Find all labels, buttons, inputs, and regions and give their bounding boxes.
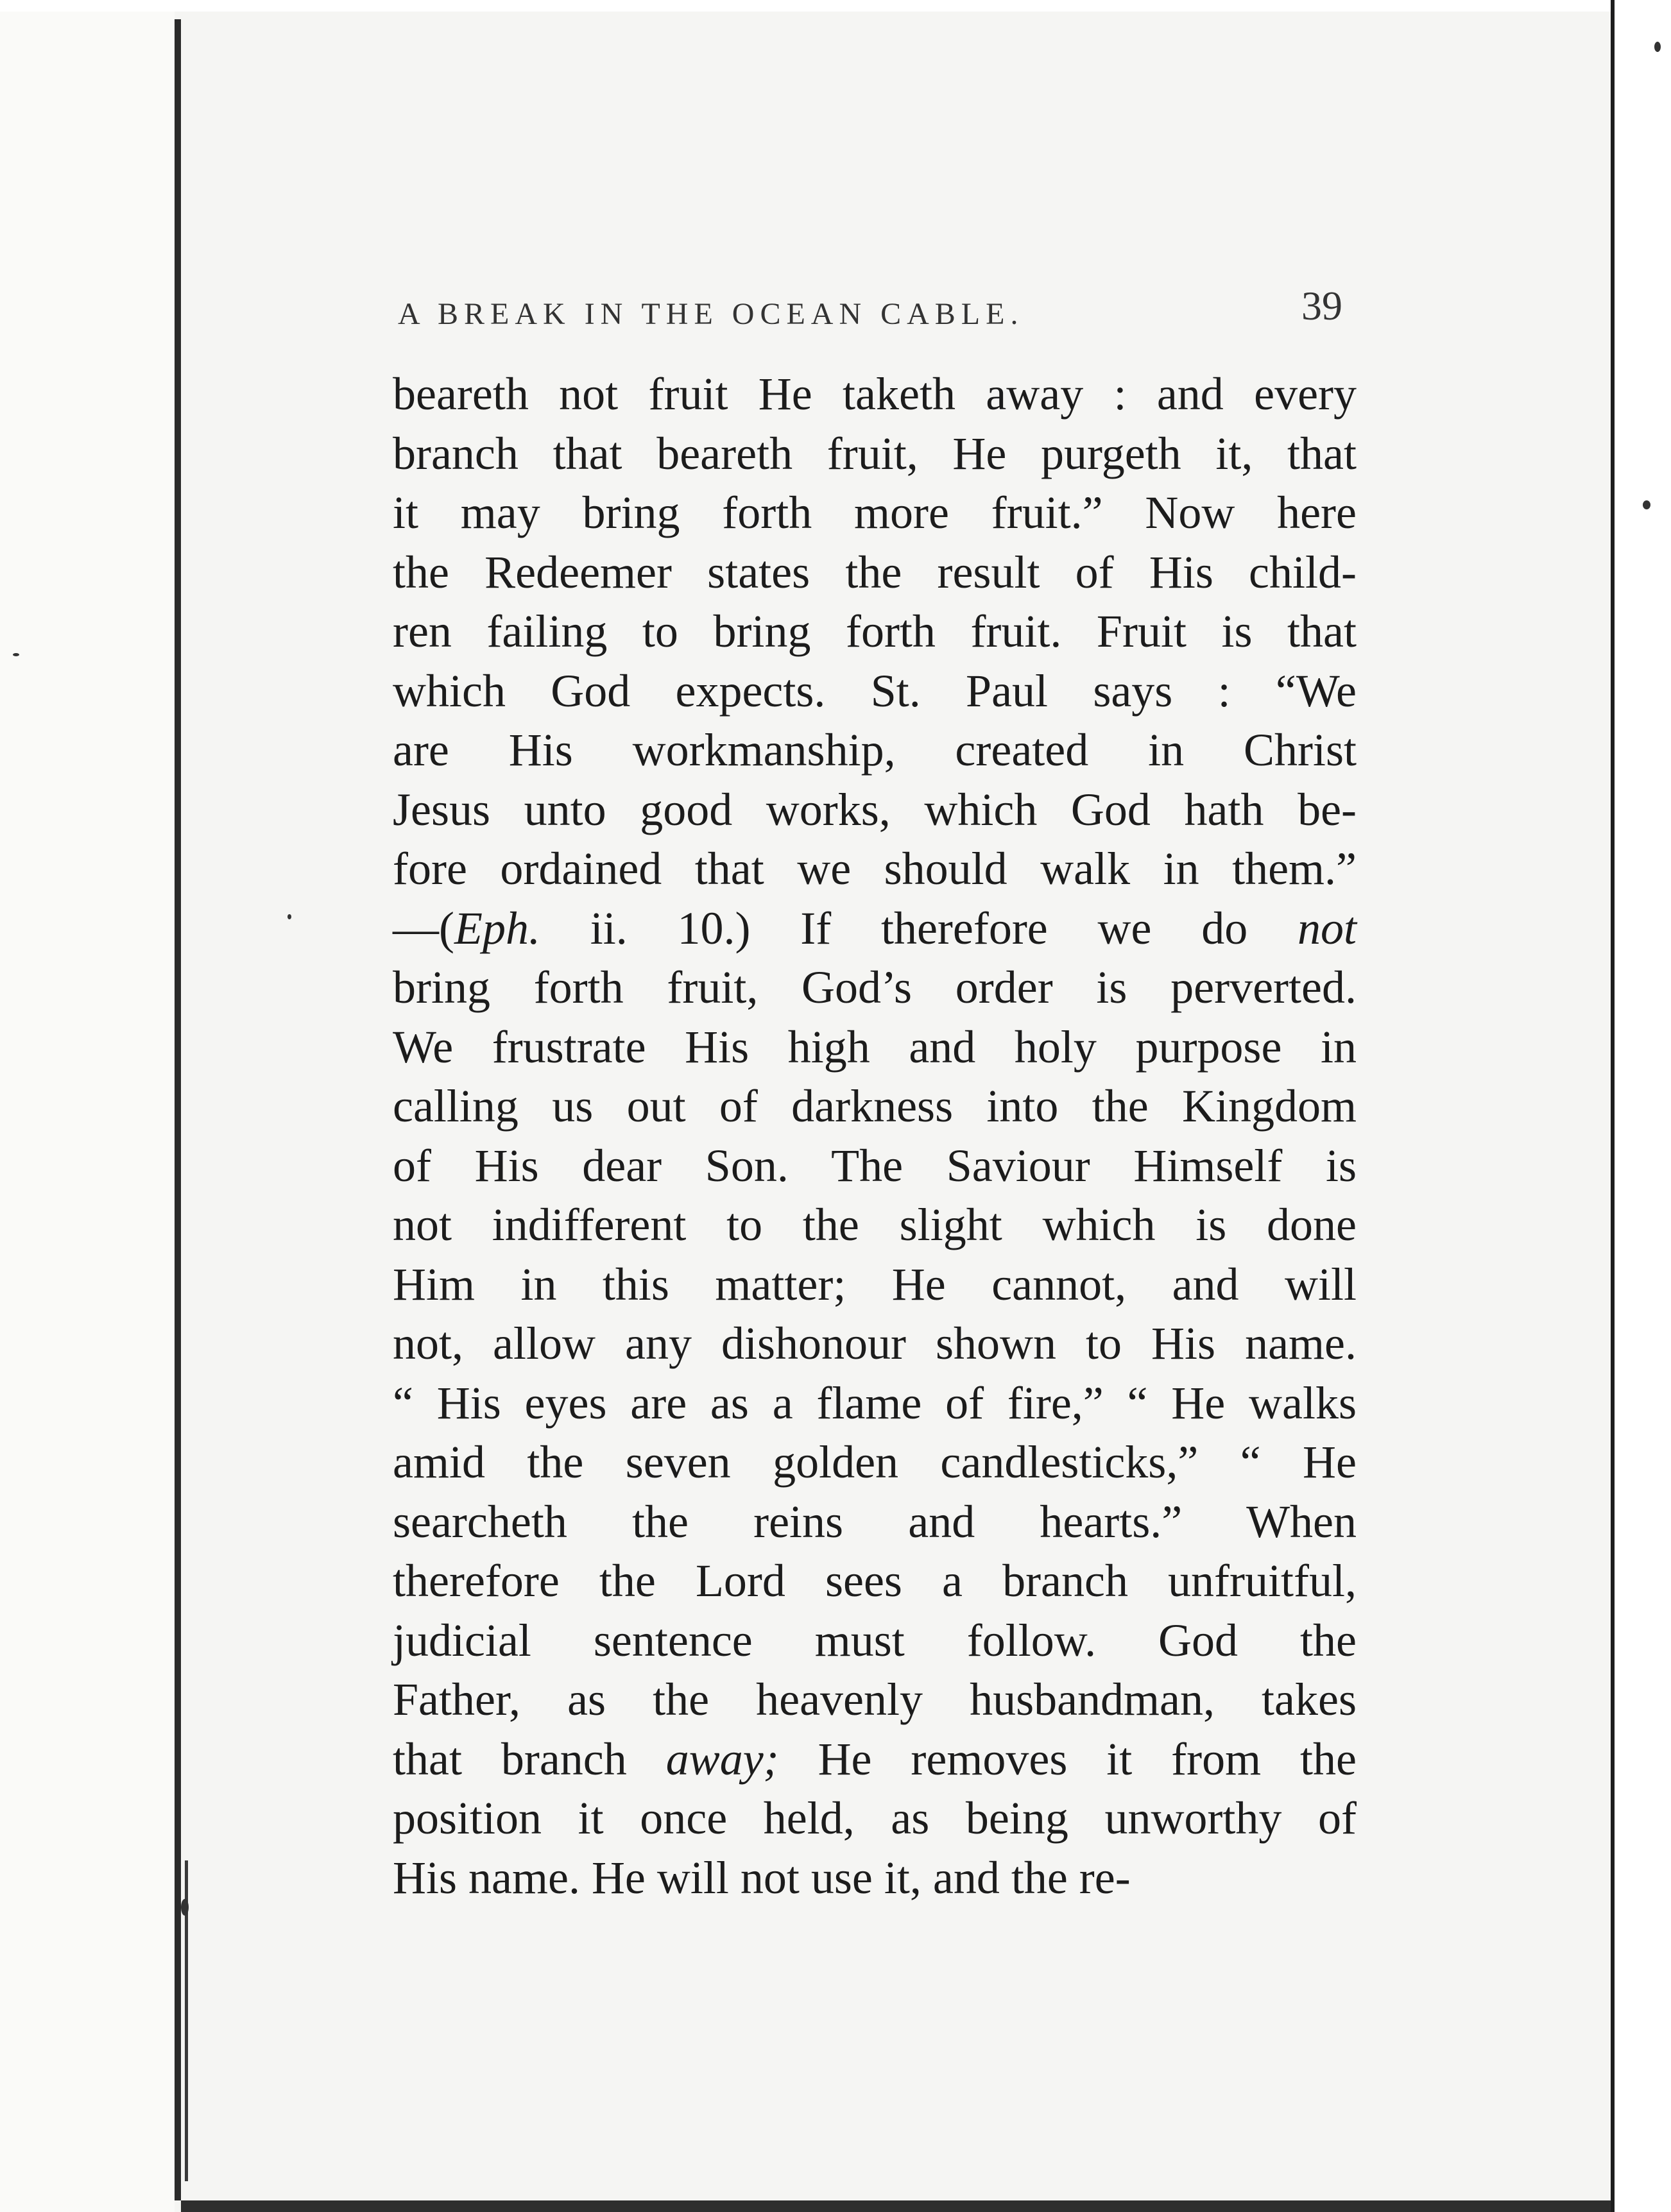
- text-line: branch that beareth fruit, He purgeth it, that: [393, 427, 1357, 479]
- scan-speck: [1654, 42, 1661, 52]
- text-line: bring forth fruit, God’s order is perverted.: [393, 962, 1357, 1013]
- text-line: Jesus unto good works, which God hath be-: [393, 783, 1357, 835]
- text-line: calling us out of darkness into the Kingdom: [393, 1080, 1357, 1132]
- text-line: which God expects. St. Paul says : “We: [393, 665, 1357, 717]
- bottom-page-edge: [181, 2200, 1611, 2212]
- italic-emphasis: away;: [665, 1733, 779, 1785]
- left-binding-edge: [175, 19, 181, 2200]
- text-line: His name. He will not use it, and the re-: [393, 1851, 1131, 1903]
- text-line: amid the seven golden candlesticks,” “ He: [393, 1436, 1357, 1488]
- text-line: the Redeemer states the result of His child-: [393, 546, 1357, 598]
- top-edge: [0, 0, 1671, 12]
- text-line: beareth not fruit He taketh away : and every: [393, 368, 1357, 420]
- text-line: We frustrate His high and holy purpose in: [393, 1021, 1357, 1073]
- text-line: are His workmanship, created in Christ: [393, 724, 1357, 776]
- text-line: not indifferent to the slight which is done: [393, 1199, 1357, 1250]
- text-line: therefore the Lord sees a branch unfruitful,: [393, 1555, 1357, 1606]
- right-margin: [1611, 0, 1671, 2212]
- text-line: position it once held, as being unworthy of: [393, 1792, 1357, 1844]
- body-text: [393, 364, 1357, 1907]
- text-line: searcheth the reins and hearts.” When: [393, 1495, 1357, 1547]
- left-margin: [0, 0, 175, 2212]
- italic-emphasis: not: [1297, 902, 1357, 954]
- italic-reference: Eph.: [454, 902, 540, 954]
- text-line: that branch away; He removes it from the: [393, 1733, 1357, 1785]
- text-line: ren failing to bring forth fruit. Fruit is that: [393, 606, 1357, 657]
- text-line: Him in this matter; He cannot, and will: [393, 1258, 1357, 1310]
- text-line: of His dear Son. The Saviour Himself is: [393, 1139, 1357, 1191]
- running-head: A BREAK IN THE OCEAN CABLE.: [398, 297, 1024, 331]
- right-page-edge: [1611, 0, 1615, 2212]
- text-line: it may bring forth more fruit.” Now here: [393, 487, 1357, 538]
- text-line: “ His eyes are as a flame of fire,” “ He walks: [393, 1377, 1357, 1429]
- text-line: —(Eph. ii. 10.) If therefore we do not: [393, 902, 1357, 954]
- text-line: fore ordained that we should walk in them.”: [393, 843, 1357, 894]
- scan-speck: [13, 653, 19, 656]
- text-line: Father, as the heavenly husbandman, takes: [393, 1674, 1357, 1725]
- page-number: 39: [1301, 283, 1342, 328]
- scan-speck: [1643, 500, 1650, 509]
- scan-speck: [287, 914, 291, 919]
- text-line: not, allow any dishonour shown to His name.: [393, 1318, 1357, 1369]
- text-line: judicial sentence must follow. God the: [393, 1614, 1357, 1666]
- scan-speck: [181, 1899, 189, 1916]
